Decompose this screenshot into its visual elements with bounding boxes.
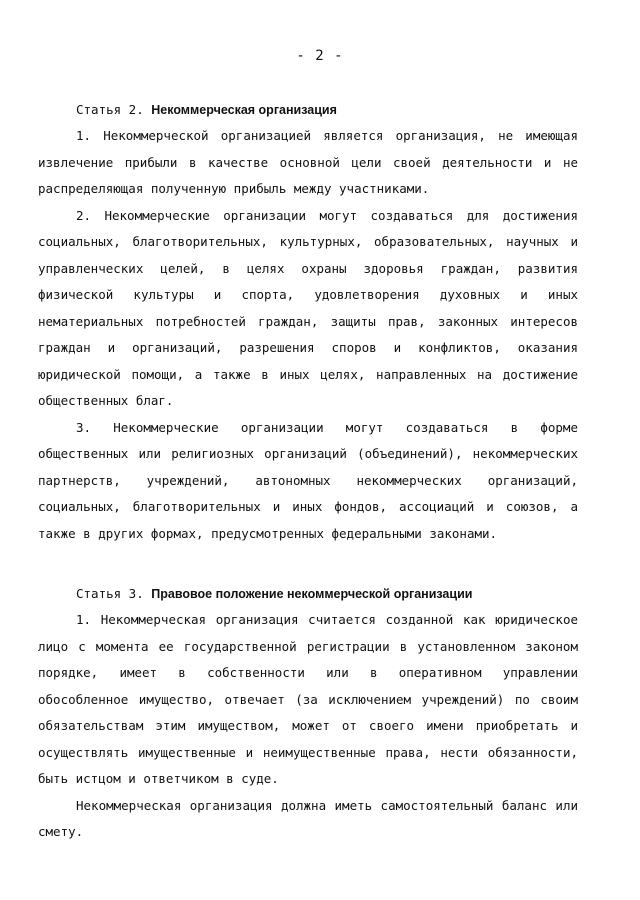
article-3-paragraph-1: 1. Некоммерческая организация считается созданной как юридическое лицо с момента ее государственной регистрации в установленном законом порядке, имеет в собственности или в оперативном управлении обособленное имущество, отвечает (за исключением учреждений) по своим обязательствам этим имуществом, может от своего имени приобретать и осуществлять имущественные и неимущественные права, нести обязанности, быть истцом и ответчиком в суде. bbox=[38, 612, 578, 786]
article-2-paragraph-2: 2. Некоммерческие организации могут создаваться для достижения социальных, благотворительных, культурных, образовательных, научных и управленческих целей, в целях охраны здоровья граждан, развития физической культуры и спорта, удовлетворения духовных и иных нематериальных потребностей граждан, защиты прав, законных интересов граждан и организаций, разрешения споров и конфликтов, оказания юридической помощи, а также в иных целях, направленных на достижение общественных благ. bbox=[38, 207, 578, 408]
document-body bbox=[38, 100, 578, 846]
article-2-paragraph-3: 3. Некоммерческие организации могут создаваться в форме общественных или религиозных организаций (объединений), некоммерческих партнерств, учреждений, автономных некоммерческих организаций, социальных, благотворительных и иных фондов, ассоциаций и союзов, а также в других формах, предусмотренных федеральными законами. bbox=[38, 419, 578, 541]
article-3-prefix: Статья 3. bbox=[76, 586, 144, 601]
article-3-paragraph-2: Некоммерческая организация должна иметь самостоятельный баланс или смету. bbox=[38, 797, 578, 839]
article-3-heading bbox=[38, 581, 578, 607]
article-2 bbox=[38, 97, 578, 547]
article-2-title: Некоммерческая организация bbox=[151, 103, 337, 117]
article-2-heading bbox=[38, 97, 578, 123]
article-3-title: Правовое положение некоммерческой организации bbox=[151, 587, 473, 601]
article-3 bbox=[38, 581, 578, 846]
page-number: - 2 - bbox=[296, 48, 344, 64]
section-spacer bbox=[38, 547, 578, 581]
article-2-prefix: Статья 2. bbox=[76, 102, 144, 117]
article-2-paragraph-1: 1. Некоммерческой организацией является организация, не имеющая извлечение прибыли в качестве основной цели своей деятельности и не распределяющая полученную прибыль между участниками. bbox=[38, 128, 578, 196]
